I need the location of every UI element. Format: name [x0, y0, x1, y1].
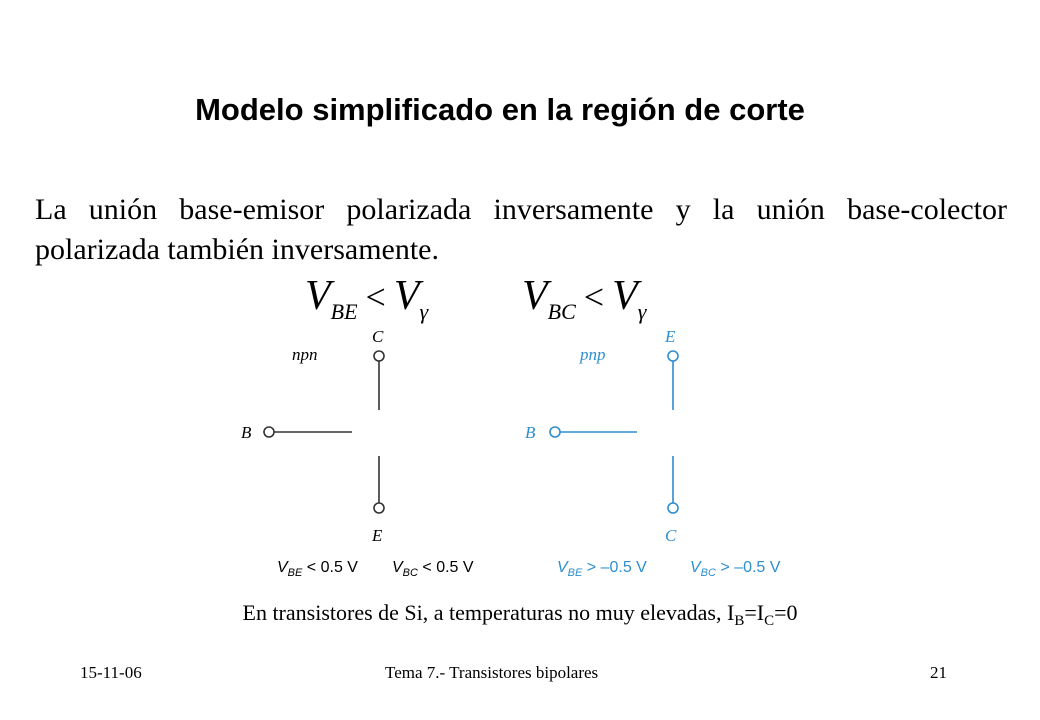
pnp-condition-vbc: $V_{BC} > -0.5$ V [690, 559, 781, 579]
footer-page-number: 21 [930, 663, 947, 682]
footer-date: 15-11-06 [80, 663, 142, 682]
npn-collector-terminal [374, 351, 384, 361]
silicon-note: En transistores de Si, a temperaturas no muy elevadas, $I_B=I_C=0$ [242, 600, 798, 629]
npn-emitter-label: E [372, 526, 383, 545]
npn-base-terminal [264, 427, 274, 437]
pnp-collector-terminal [668, 503, 678, 513]
pnp-type-label: pnp [580, 345, 606, 364]
slide-title: Modelo simplificado en la región de corte [195, 92, 805, 127]
body-paragraph: La unión base-emisor polarizada inversamente y la unión base-colector polarizada también inversamente. [35, 193, 1007, 266]
npn-symbol [264, 351, 384, 513]
pnp-base-label: B [525, 423, 536, 442]
pnp-condition-vbe: $V_{BE} > -0.5$ V [557, 559, 647, 579]
footer-title: Tema 7.- Transistores bipolares [385, 663, 599, 682]
npn-emitter-terminal [374, 503, 384, 513]
pnp-symbol [550, 351, 678, 513]
npn-condition-vbe: $V_{BE} < 0.5$ V [277, 559, 358, 579]
npn-type-label: npn [292, 345, 318, 364]
npn-condition-vbc: $V_{BC} < 0.5$ V [392, 559, 474, 579]
pnp-emitter-label: E [665, 327, 676, 346]
equation-vbc: $V_{BC} < V_\gamma$ [522, 273, 647, 324]
pnp-base-terminal [550, 427, 560, 437]
pnp-collector-label: C [665, 526, 677, 545]
equation-vbe: $V_{BE} < V_\gamma$ [305, 273, 429, 324]
npn-base-label: B [241, 423, 252, 442]
npn-collector-label: C [372, 327, 384, 346]
pnp-emitter-terminal [668, 351, 678, 361]
